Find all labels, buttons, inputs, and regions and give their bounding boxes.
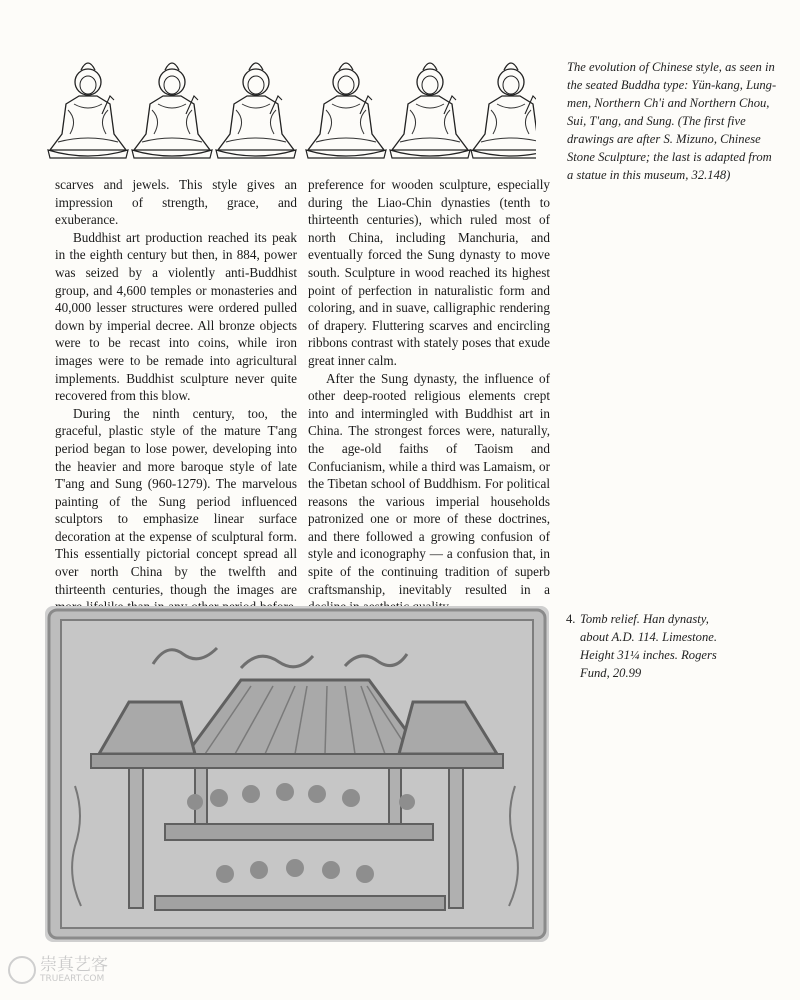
caption-line	[566, 610, 766, 628]
seated-buddha-icon-group	[46, 56, 536, 160]
seated-buddha-icon	[48, 63, 128, 158]
tomb-relief-image	[45, 606, 549, 942]
text-column-left	[55, 176, 297, 633]
watermark-url: TRUEART.COM	[40, 974, 105, 984]
caption-text: Tomb relief. Han dynasty,	[580, 612, 709, 626]
seated-buddha-icon	[216, 63, 296, 158]
seated-buddha-icon	[390, 63, 470, 158]
tomb-relief-caption	[566, 610, 766, 682]
watermark	[8, 950, 108, 990]
paragraph: During the ninth century, too, the graceful, plastic style of the mature T'ang period began to lose power, developing into the heavier and more baroque style of late T'ang and Sung (960-1279). The marvelous painting of the Sung period influenced sculptors to emphasize linear surface decoration at the expense of sculptural form. This essentially pictorial concept spread all over north China by the twelfth and thirteenth centuries, though the images are	[55, 405, 297, 597]
seated-buddha-icon	[306, 63, 386, 158]
tomb-relief-drawing	[45, 606, 549, 942]
seated-buddha-icon	[132, 63, 212, 158]
text-column-right	[308, 176, 550, 616]
paragraph: Buddhist art production reached its peak in the eighth century but then, in 884, power was seized by a violently anti-Buddhist group, and 4,600 temples or monasteries and 40,000 lesser structures were ordered pulled down by imperial decree. All bronze objects were to be recast into coins, while iron images were to be remade into agricultural implements. Buddhist sculpture never quite recovered from this blow.	[55, 229, 297, 404]
buddha-drawings-row	[46, 56, 536, 160]
paragraph: scarves and jewels. This style gives an impression of strength, grace, and exuberance.	[55, 177, 297, 228]
buddha-caption: The evolution of Chinese style, as seen in the seated Buddha type: Yün-kang, Lung-men, Northern Ch'i and Northern Chou, Sui, T'ang, and Sung. (The first five drawings are after S. Mizuno, Chinese Stone Sculpture; the last is adapted from a statue in this museum, 32.148)	[567, 60, 777, 182]
watermark-logo-icon	[8, 956, 36, 984]
caption-line: Height 31¼ inches. Rogers	[580, 648, 717, 662]
paragraph: After the Sung dynasty, the influence of other deep-rooted religious elements crept into and intermingled with Buddhist art in China. The strongest forces were, naturally, the age-old faiths of Taoism and Confucianism, while a third was Lamaism, or the Tibetan school of Buddhism. For political reasons the various imperial households patronized one or more of these doctrines, and there followed a growing confusion of style and iconography — a confusion that, in spite of the continuing tradition of superb craftsmanship, inevitably resulted in a	[308, 370, 550, 597]
seated-buddha-icon	[471, 63, 536, 158]
caption-line: about A.D. 114. Limestone.	[580, 630, 718, 644]
paragraph: preference for wooden sculpture, especially during the Liao-Chin dynasties (tenth to thirteenth centuries), which ruled most of north China, including Manchuria, and eventually forced the Sung dynasty to move south. Sculpture in wood reached its highest point of perfection in naturalistic form and coloring, and in suave, calligraphic rendering of drapery. Fluttering scarves and encircling ribbons contrast with stately poses that exude great inner calm.	[308, 177, 550, 368]
caption-line: Fund, 20.99	[580, 666, 642, 680]
watermark-title: 崇真艺客	[40, 955, 108, 975]
plate-number: 4.	[566, 612, 576, 626]
